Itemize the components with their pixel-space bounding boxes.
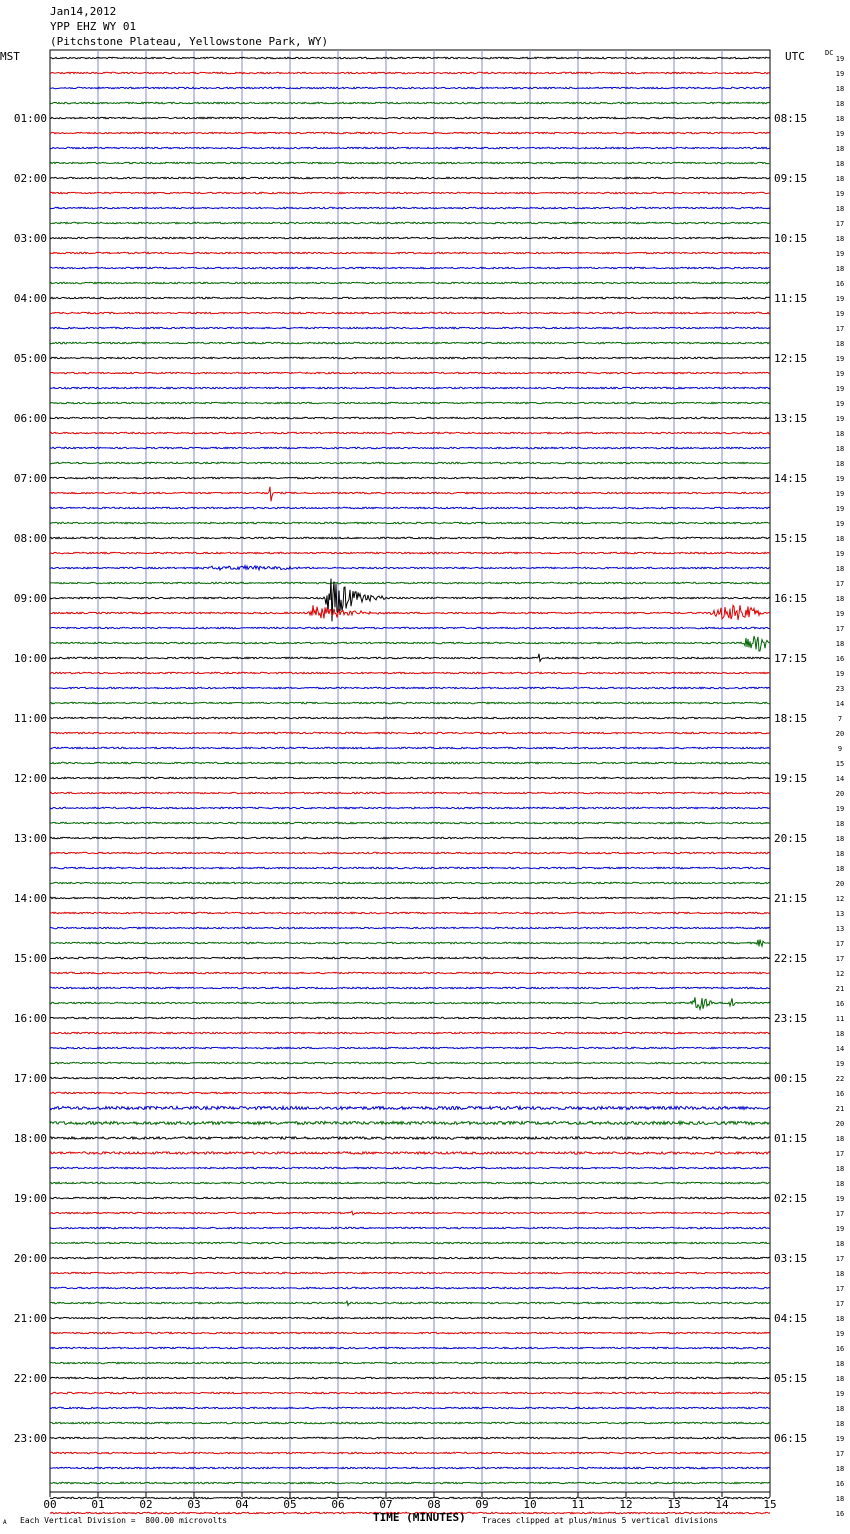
seismic-trace <box>50 582 770 584</box>
dc-offset-label: 12 <box>835 970 845 978</box>
seismic-trace <box>50 312 770 314</box>
seismic-trace <box>50 1497 770 1499</box>
seismic-trace <box>50 177 770 179</box>
x-tick-label: 00 <box>43 1498 57 1511</box>
seismic-trace <box>50 1332 770 1334</box>
dc-offset-label: 19 <box>835 1390 845 1398</box>
dc-offset-label: 19 <box>835 70 845 78</box>
dc-offset-label: 17 <box>835 1285 845 1293</box>
dc-offset-label: 17 <box>835 1210 845 1218</box>
seismic-trace <box>50 327 770 329</box>
mst-hour-label: 19:00 <box>13 1192 47 1205</box>
dc-offset-label: 19 <box>835 190 845 198</box>
utc-hour-label: 03:15 <box>774 1252 808 1265</box>
dc-offset-label: 18 <box>835 205 845 213</box>
mst-hour-label: 06:00 <box>13 412 47 425</box>
seismic-trace <box>50 792 770 794</box>
dc-offset-label: 19 <box>835 475 845 483</box>
seismic-trace <box>50 747 770 749</box>
dc-offset-label: 19 <box>835 550 845 558</box>
seismic-trace <box>50 222 770 224</box>
seismic-trace <box>50 987 770 989</box>
mst-hour-label: 16:00 <box>13 1012 47 1025</box>
seismic-trace <box>50 267 770 269</box>
mst-hour-label: 21:00 <box>13 1312 47 1325</box>
seismic-trace <box>50 912 770 914</box>
utc-hour-label: 09:15 <box>774 172 808 185</box>
seismic-trace <box>50 192 770 194</box>
dc-offset-label: 19 <box>835 295 845 303</box>
seismic-trace <box>50 867 770 869</box>
dc-offset-label: 18 <box>835 1180 845 1188</box>
dc-offset-label: 18 <box>835 1465 845 1473</box>
clip-note: Traces clipped at plus/minus 5 vertical divisions <box>482 1516 719 1525</box>
utc-hour-label: 13:15 <box>774 412 808 425</box>
seismic-trace <box>50 387 770 389</box>
dc-offset-label: 17 <box>835 1150 845 1158</box>
seismic-trace <box>50 1362 770 1364</box>
seismic-trace <box>50 940 770 947</box>
dc-offset-label: 18 <box>835 1420 845 1428</box>
mst-hour-label: 04:00 <box>13 292 47 305</box>
mst-hour-label: 23:00 <box>13 1432 47 1445</box>
dc-offset-label: 18 <box>835 1360 845 1368</box>
x-tick-label: 15 <box>763 1498 777 1511</box>
x-tick-label: 01 <box>91 1498 105 1511</box>
dc-offset-label: 18 <box>835 565 845 573</box>
dc-offset-label: 19 <box>835 310 845 318</box>
dc-offset-label: 18 <box>835 175 845 183</box>
seismic-trace <box>50 1452 770 1454</box>
seismic-trace <box>50 1422 770 1424</box>
dc-offset-label: 18 <box>835 85 845 93</box>
seismic-trace <box>50 1017 770 1019</box>
seismic-trace <box>50 762 770 764</box>
mst-hour-label: 01:00 <box>13 112 47 125</box>
dc-offset-label: 18 <box>835 445 845 453</box>
dc-offset-label: 23 <box>835 685 845 693</box>
mst-hour-label: 14:00 <box>13 892 47 905</box>
seismic-trace <box>50 1467 770 1469</box>
seismic-trace <box>50 432 770 434</box>
seismic-trace <box>50 566 770 570</box>
dc-offset-label: 17 <box>835 325 845 333</box>
seismic-trace <box>50 447 770 449</box>
seismic-trace <box>50 487 770 502</box>
x-tick-label: 11 <box>571 1498 585 1511</box>
seismic-trace <box>50 1347 770 1349</box>
mst-hour-label: 20:00 <box>13 1252 47 1265</box>
dc-offset-label: 16 <box>835 1090 845 1098</box>
x-tick-label: 10 <box>523 1498 537 1511</box>
utc-hour-label: 22:15 <box>774 952 808 965</box>
dc-offset-label: 19 <box>835 55 845 63</box>
dc-offset-label: 18 <box>835 865 845 873</box>
utc-hour-label: 08:15 <box>774 112 808 125</box>
dc-offset-label: 20 <box>835 1120 845 1128</box>
dc-offset-label: 18 <box>835 1405 845 1413</box>
seismic-trace <box>50 1197 770 1199</box>
x-tick-label: 05 <box>283 1498 297 1511</box>
utc-hour-label: 21:15 <box>774 892 808 905</box>
seismic-trace <box>50 822 770 824</box>
seismic-trace <box>50 579 770 622</box>
dc-offset-label: 9 <box>837 745 843 753</box>
dc-offset-label: 18 <box>835 535 845 543</box>
utc-hour-label: 23:15 <box>774 1012 808 1025</box>
seismic-trace <box>50 297 770 299</box>
dc-offset-label: 16 <box>835 280 845 288</box>
seismic-trace <box>50 102 770 104</box>
dc-offset-label: 16 <box>835 1510 845 1518</box>
seismic-trace <box>50 1182 770 1184</box>
seismic-trace <box>50 927 770 929</box>
seismic-trace <box>50 162 770 164</box>
mst-hour-label: 10:00 <box>13 652 47 665</box>
x-axis-title: TIME (MINUTES) <box>373 1511 466 1524</box>
mst-hour-label: 13:00 <box>13 832 47 845</box>
dc-offset-label: 16 <box>835 1000 845 1008</box>
seismic-trace <box>50 672 770 674</box>
mst-hour-label: 08:00 <box>13 532 47 545</box>
dc-offset-label: 18 <box>835 1240 845 1248</box>
dc-offset-label: 19 <box>835 805 845 813</box>
utc-hour-label: 01:15 <box>774 1132 808 1145</box>
mst-hour-label: 05:00 <box>13 352 47 365</box>
dc-offset-label: 19 <box>835 670 845 678</box>
dc-offset-label: 18 <box>835 340 845 348</box>
dc-offset-label: 19 <box>835 130 845 138</box>
seismic-trace <box>50 972 770 974</box>
dc-offset-label: 16 <box>835 655 845 663</box>
seismic-trace <box>50 552 770 554</box>
seismic-trace <box>50 997 770 1009</box>
mst-hour-label: 18:00 <box>13 1132 47 1145</box>
mst-hour-label: 22:00 <box>13 1372 47 1385</box>
dc-offset-label: 18 <box>835 820 845 828</box>
utc-hour-label: 06:15 <box>774 1432 808 1445</box>
mst-hour-label: 03:00 <box>13 232 47 245</box>
x-tick-label: 14 <box>715 1498 729 1511</box>
dc-offset-label: 18 <box>835 460 845 468</box>
seismic-trace <box>50 1257 770 1259</box>
utc-hour-label: 02:15 <box>774 1192 808 1205</box>
seismic-trace <box>50 1211 770 1215</box>
mst-axis-label: MST <box>0 50 20 63</box>
seismic-trace <box>50 507 770 509</box>
dc-offset-label: 19 <box>835 250 845 258</box>
dc-offset-label: 19 <box>835 415 845 423</box>
dc-offset-label: 19 <box>835 1330 845 1338</box>
seismic-trace <box>50 1242 770 1244</box>
seismic-trace <box>50 147 770 149</box>
seismic-trace <box>50 1062 770 1064</box>
dc-offset-label: 20 <box>835 790 845 798</box>
dc-offset-label: 19 <box>835 1195 845 1203</box>
seismic-trace <box>50 654 770 661</box>
seismic-trace <box>50 117 770 119</box>
x-tick-label: 09 <box>475 1498 489 1511</box>
dc-offset-label: 14 <box>835 1045 845 1053</box>
dc-offset-label: 17 <box>835 625 845 633</box>
seismic-trace <box>50 1106 770 1109</box>
dc-offset-label: 18 <box>835 850 845 858</box>
dc-offset-label: 18 <box>835 1495 845 1503</box>
seismic-trace <box>50 207 770 209</box>
seismic-trace <box>50 72 770 74</box>
utc-hour-label: 12:15 <box>774 352 808 365</box>
plot-frame <box>50 50 770 1492</box>
dc-offset-label: 18 <box>835 115 845 123</box>
dc-offset-label: 18 <box>835 835 845 843</box>
x-tick-label: 04 <box>235 1498 249 1511</box>
dc-offset-label: 18 <box>835 100 845 108</box>
seismic-trace <box>50 897 770 899</box>
utc-hour-label: 05:15 <box>774 1372 808 1385</box>
seismic-trace <box>50 1137 770 1139</box>
seismic-trace <box>50 132 770 134</box>
dc-offset-label: 19 <box>835 610 845 618</box>
seismic-trace <box>50 627 770 629</box>
seismic-trace <box>50 882 770 884</box>
utc-hour-label: 17:15 <box>774 652 808 665</box>
seismic-trace <box>50 1272 770 1274</box>
seismic-trace <box>50 777 770 779</box>
seismic-trace <box>50 1047 770 1049</box>
dc-offset-label: 13 <box>835 925 845 933</box>
seismic-trace <box>50 1482 770 1484</box>
plot-date: Jan14,2012 <box>50 5 117 18</box>
seismic-trace <box>50 1437 770 1439</box>
utc-hour-label: 20:15 <box>774 832 808 845</box>
dc-offset-label: 17 <box>835 220 845 228</box>
utc-hour-label: 00:15 <box>774 1072 808 1085</box>
dc-offset-label: 18 <box>835 160 845 168</box>
seismic-trace <box>50 1301 770 1306</box>
seismic-trace <box>50 1092 770 1094</box>
dc-offset-label: 19 <box>835 1435 845 1443</box>
seismic-trace <box>50 1392 770 1394</box>
dc-offset-label: 17 <box>835 940 845 948</box>
seismic-trace <box>50 87 770 89</box>
seismic-trace <box>50 1407 770 1409</box>
dc-offset-label: 20 <box>835 880 845 888</box>
seismic-trace <box>50 1317 770 1319</box>
seismic-trace <box>50 477 770 479</box>
seismic-trace <box>50 1167 770 1169</box>
dc-offset-label: 22 <box>835 1075 845 1083</box>
dc-offset-label: 19 <box>835 490 845 498</box>
dc-offset-label: 14 <box>835 700 845 708</box>
mst-hour-label: 02:00 <box>13 172 47 185</box>
seismic-trace <box>50 522 770 524</box>
dc-offset-label: 18 <box>835 145 845 153</box>
utc-hour-label: 18:15 <box>774 712 808 725</box>
seismic-trace <box>50 687 770 689</box>
x-tick-label: 07 <box>379 1498 393 1511</box>
seismic-trace <box>50 462 770 464</box>
dc-offset-label: 18 <box>835 430 845 438</box>
seismic-trace <box>50 717 770 719</box>
dc-offset-label: 16 <box>835 1480 845 1488</box>
dc-offset-label: 21 <box>835 1105 845 1113</box>
utc-hour-label: 19:15 <box>774 772 808 785</box>
seismic-trace <box>50 1121 770 1124</box>
seismic-trace <box>50 57 770 59</box>
seismic-trace <box>50 702 770 704</box>
dc-offset-label: 19 <box>835 520 845 528</box>
dc-offset-label: 18 <box>835 1165 845 1173</box>
seismic-trace <box>50 252 770 254</box>
dc-offset-label: 18 <box>835 640 845 648</box>
seismic-trace <box>50 1227 770 1229</box>
dc-offset-label: 18 <box>835 595 845 603</box>
seismic-trace <box>50 1287 770 1289</box>
x-tick-label: 08 <box>427 1498 441 1511</box>
station-id: YPP EHZ WY 01 <box>50 20 137 33</box>
dc-offset-label: 19 <box>835 370 845 378</box>
dc-offset-label: 18 <box>835 1135 845 1143</box>
mst-hour-label: 15:00 <box>13 952 47 965</box>
station-location: (Pitchstone Plateau, Yellowstone Park, WY) <box>50 35 329 48</box>
mst-hour-label: 12:00 <box>13 772 47 785</box>
dc-offset-label: 18 <box>835 265 845 273</box>
x-tick-label: 03 <box>187 1498 201 1511</box>
scale-note: Each Vertical Division = 800.00 microvolts <box>20 1516 228 1525</box>
seismic-trace <box>50 1032 770 1034</box>
dc-offset-label: 19 <box>835 505 845 513</box>
mst-hour-label: 09:00 <box>13 592 47 605</box>
dc-offset-label: 18 <box>835 1270 845 1278</box>
seismic-trace <box>50 342 770 344</box>
seismic-trace <box>50 1152 770 1154</box>
utc-axis-label: UTC <box>785 50 805 63</box>
utc-hour-label: 11:15 <box>774 292 808 305</box>
dc-offset-label: 19 <box>835 1225 845 1233</box>
mst-hour-label: 17:00 <box>13 1072 47 1085</box>
seismic-trace <box>50 357 770 359</box>
seismic-trace <box>50 1377 770 1379</box>
dc-offset-label: 13 <box>835 910 845 918</box>
seismic-trace <box>50 372 770 374</box>
dc-offset-label: 14 <box>835 775 845 783</box>
dc-offset-label: 20 <box>835 730 845 738</box>
utc-hour-label: 10:15 <box>774 232 808 245</box>
dc-offset-label: 16 <box>835 1345 845 1353</box>
seismic-trace <box>50 282 770 284</box>
x-tick-label: 06 <box>331 1498 345 1511</box>
seismic-trace <box>50 537 770 539</box>
dc-offset-label: 19 <box>835 385 845 393</box>
dc-offset-label: 17 <box>835 955 845 963</box>
dc-offset-label: 19 <box>835 1060 845 1068</box>
x-tick-label: 02 <box>139 1498 153 1511</box>
seismic-trace <box>50 1077 770 1079</box>
dc-column-label: DC <box>825 49 834 57</box>
dc-offset-label: 19 <box>835 400 845 408</box>
dc-offset-label: 17 <box>835 1255 845 1263</box>
dc-offset-label: 18 <box>835 235 845 243</box>
seismic-trace <box>50 237 770 239</box>
seismic-trace <box>50 417 770 419</box>
corner-mark: A <box>3 1519 7 1526</box>
dc-offset-label: 18 <box>835 1375 845 1383</box>
seismic-trace <box>50 402 770 404</box>
dc-offset-label: 18 <box>835 1315 845 1323</box>
seismic-trace <box>50 732 770 734</box>
mst-hour-label: 11:00 <box>13 712 47 725</box>
x-tick-label: 12 <box>619 1498 633 1511</box>
utc-hour-label: 14:15 <box>774 472 808 485</box>
seismic-trace <box>50 957 770 959</box>
utc-hour-label: 15:15 <box>774 532 808 545</box>
dc-offset-label: 17 <box>835 1300 845 1308</box>
utc-hour-label: 16:15 <box>774 592 808 605</box>
dc-offset-label: 17 <box>835 1450 845 1458</box>
x-tick-label: 13 <box>667 1498 681 1511</box>
dc-offset-label: 17 <box>835 580 845 588</box>
mst-hour-label: 07:00 <box>13 472 47 485</box>
dc-offset-label: 15 <box>835 760 845 768</box>
seismic-trace <box>50 852 770 854</box>
utc-hour-label: 04:15 <box>774 1312 808 1325</box>
dc-offset-label: 12 <box>835 895 845 903</box>
seismic-trace <box>50 807 770 809</box>
dc-offset-label: 18 <box>835 1030 845 1038</box>
dc-offset-label: 19 <box>835 355 845 363</box>
seismic-trace <box>50 605 770 620</box>
dc-offset-label: 11 <box>835 1015 845 1023</box>
dc-offset-label: 21 <box>835 985 845 993</box>
dc-offset-label: 7 <box>837 715 843 723</box>
seismic-trace <box>50 837 770 839</box>
seismic-trace <box>50 636 770 651</box>
